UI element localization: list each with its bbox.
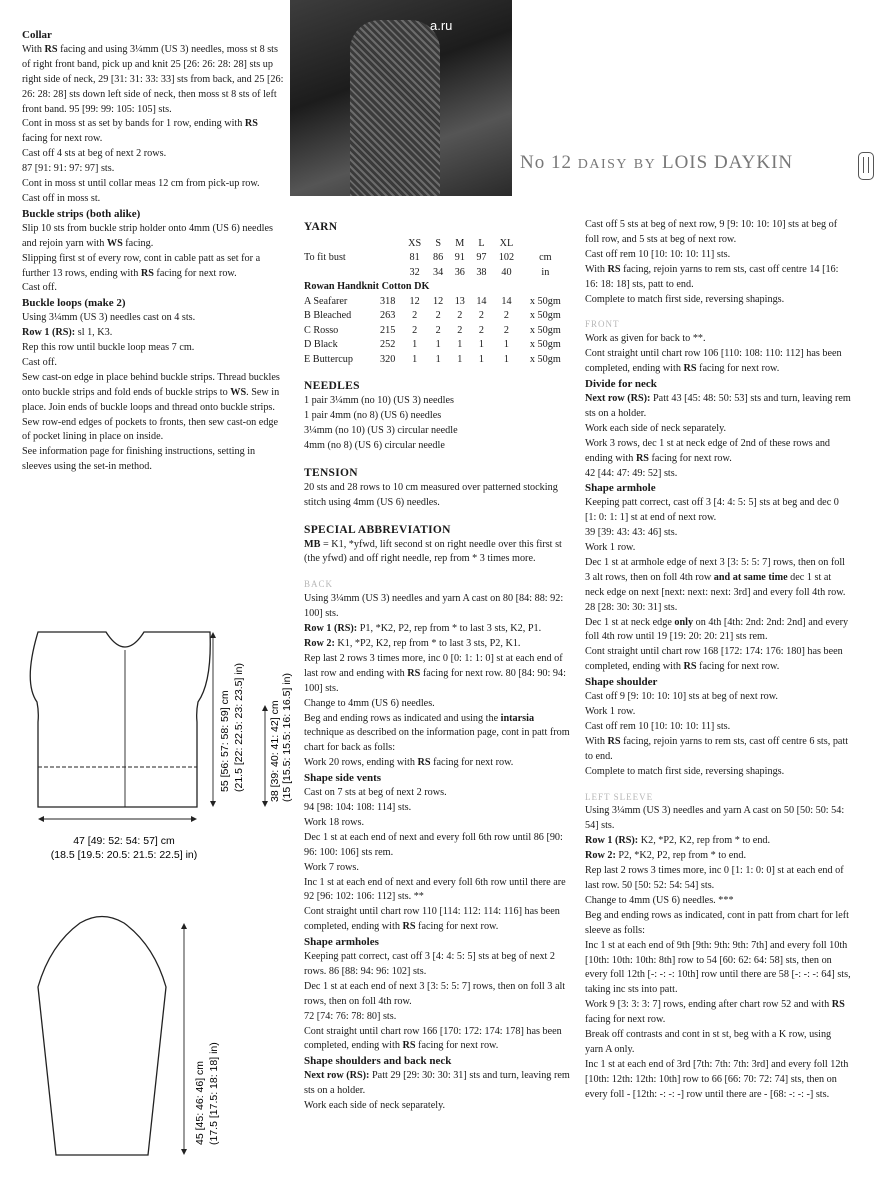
yarn-row bbox=[304, 338, 570, 353]
yarn-name: Rowan Handknit Cotton DK bbox=[304, 281, 430, 293]
needle-item: 4mm (no 8) (US 6) circular needle bbox=[304, 440, 445, 452]
instruction-text: Change to 4mm (US 6) needles. *** bbox=[585, 894, 734, 906]
yarn-cell: 2 bbox=[478, 310, 484, 322]
instruction-text: Cast off rem 10 [10: 10: 10: 11] sts. bbox=[585, 720, 731, 732]
column-middle bbox=[304, 220, 572, 1114]
yarn-row bbox=[304, 353, 570, 368]
yarn-row bbox=[304, 309, 570, 324]
instruction-text: Cast on 7 sts at beg of next 2 rows. bbox=[304, 787, 447, 799]
subheading: Buckle strips (both alike) bbox=[22, 207, 141, 220]
instruction-text: Work as given for back to **. bbox=[585, 333, 706, 345]
instruction-text: Cont straight until chart row 168 [172: 174: 176: 180] has been completed, ending with RS facing for next row. bbox=[585, 646, 843, 673]
subheading: Buckle loops (make 2) bbox=[22, 297, 126, 310]
front-instructions bbox=[585, 332, 851, 779]
in-unit: in bbox=[541, 266, 550, 278]
subheading: Shape armholes bbox=[304, 936, 379, 949]
yarn-cell: B Bleached bbox=[304, 310, 352, 322]
by-text: BY bbox=[633, 157, 657, 172]
yarn-cell: D Black bbox=[304, 339, 338, 351]
needles-heading: NEEDLES bbox=[304, 380, 360, 393]
side-length-in: (15 [15.5: 15.5: 16: 16.5] in) bbox=[281, 672, 293, 802]
yarn-cell: 1 bbox=[412, 339, 418, 351]
instruction-text: Using 3¼mm (US 3) needles and yarn A cast on 50 [50: 50: 54: 54] sts. bbox=[585, 805, 845, 832]
instruction-text: Rep last 2 rows 3 times more, inc 0 [0: 1: 1: 0] st at each end of last row and ending with RS facing for next row. 80 [84: 90: 94: 100] sts. bbox=[304, 652, 566, 694]
yarn-cell: 1 bbox=[457, 339, 463, 351]
bust-in: 40 bbox=[501, 266, 512, 278]
yarn-table bbox=[304, 237, 570, 368]
needle-item: 1 pair 4mm (no 8) (US 6) needles bbox=[304, 410, 442, 422]
sleeve-heading: LEFT SLEEVE bbox=[585, 791, 654, 802]
bust-in: 38 bbox=[476, 266, 487, 278]
instruction-text: Row 2: K1, *P2, K2, rep from * to last 3 sts, P2, K1. bbox=[304, 638, 521, 649]
instruction-text: Row 1 (RS): sl 1, K3. bbox=[22, 327, 113, 339]
page-tab-icon bbox=[858, 152, 874, 180]
body-outline bbox=[30, 632, 210, 807]
instruction-text: See information page for finishing instructions, setting in sleeves using the set-in method. bbox=[22, 446, 256, 473]
instruction-text: Cont in moss st as set by bands for 1 row, ending with RS facing for next row. bbox=[22, 118, 258, 145]
instruction-text: With RS facing, rejoin yarns to rem sts, cast off centre 6 sts, patt to end. bbox=[585, 735, 849, 762]
instruction-text: 28 [28: 30: 30: 31] sts. bbox=[585, 601, 678, 613]
cm-unit: cm bbox=[539, 252, 552, 264]
instruction-text: Slip 10 sts from buckle strip holder onto 4mm (US 6) needles and rejoin yarn with WS facing. bbox=[22, 222, 273, 249]
instruction-text: Slipping first st of every row, cont in cable patt as set for a further 13 rows, ending with RS facing for next row. bbox=[22, 252, 261, 279]
sleeve-outline bbox=[38, 917, 166, 1156]
instruction-text: Cast off 9 [9: 10: 10: 10] sts at beg of next row. bbox=[585, 691, 778, 703]
side-length-cm: 38 [39: 40: 41: 42] cm bbox=[269, 700, 281, 802]
instruction-text: Beg and ending rows as indicated and using the intarsia technique as described on the information page, cont in patt from chart for back as folls: bbox=[304, 712, 570, 754]
instruction-text: Inc 1 st at each end of next and every foll 6th row until there are 92 [96: 102: 106: 112] sts. ** bbox=[304, 876, 566, 903]
bust-cm: 81 bbox=[409, 252, 420, 264]
instruction-text: Dec 1 st at armhole edge of next 3 [3: 5: 5: 7] rows, then on foll 3 alt rows, then on foll 4th row and at same time dec 1 st at neck edge on next [next: next: next: 3rd] and every foll 4th row. bbox=[585, 556, 846, 598]
yarn-cell: 2 bbox=[412, 310, 418, 322]
yarn-row bbox=[304, 295, 570, 310]
yarn-cell: 14 bbox=[501, 295, 512, 307]
pattern-title bbox=[520, 152, 793, 174]
yarn-row bbox=[304, 324, 570, 339]
pattern-name: DAISY bbox=[577, 157, 629, 172]
author-name: LOIS DAYKIN bbox=[661, 152, 794, 173]
back-heading: BACK bbox=[304, 579, 334, 590]
instruction-text: Dec 1 st at each end of next 3 [3: 5: 5: 7] rows, then on foll 3 alt rows, then on foll 4th row. bbox=[304, 980, 566, 1007]
yarn-cell: 2 bbox=[412, 324, 418, 336]
size-label: XL bbox=[499, 237, 514, 249]
instruction-text: Dec 1 st at each end of next and every foll 6th row until 86 [90: 96: 100: 106] sts rem. bbox=[304, 831, 563, 858]
instruction-text: Cast off in moss st. bbox=[22, 192, 101, 204]
instruction-text: Inc 1 st at each end of 3rd [7th: 7th: 7th: 3rd] and every foll 12th [10th: 12th: 12th: 10th] row to 66 [66: 70: 72: 74] sts, then on every foll - [12th: -: -: -] row until there are - [68: -: -: -] sts. bbox=[585, 1058, 849, 1100]
yarn-cell: x 50gm bbox=[529, 295, 561, 307]
bust-cm-row bbox=[304, 251, 570, 266]
instruction-text: Rep this row until buckle loop meas 7 cm. bbox=[22, 342, 195, 354]
instruction-text: Work each side of neck separately. bbox=[585, 422, 727, 434]
instruction-text: Sew cast-on edge in place behind buckle strips. Thread buckles onto buckle strips and fold ends of buckle strips to WS. Sew in place. Join ends of buckle loops and thread onto buckle strips. Sew row-end edges of pockets to fronts, then sew cast-on edge of pocket lining in place on inside. bbox=[22, 371, 280, 443]
yarn-cell: 263 bbox=[380, 310, 396, 322]
instruction-text: Work each side of neck separately. bbox=[304, 1100, 446, 1112]
abbr-text: MB = K1, *yfwd, lift second st on right needle over this first st (the yfwd) and off right needle, rep from * 3 times more. bbox=[304, 538, 562, 565]
instruction-text: Using 3¼mm (US 3) needles and yarn A cast on 80 [84: 88: 92: 100] sts. bbox=[304, 593, 564, 620]
tension-heading: TENSION bbox=[304, 466, 358, 479]
yarn-cell: x 50gm bbox=[529, 339, 561, 351]
instruction-text: Inc 1 st at each end of 9th [9th: 9th: 9th: 7th] and every foll 10th [10th: 10th: 10th: 8th] row to 54 [60: 62: 64: 58] sts, then on every foll 12th [-: -: -: 10th] row until there are 58 [-: -: -: 64] sts, taking inc sts into patt. bbox=[585, 939, 851, 996]
sleeve-length-in: (17.5 [17.5: 18: 18] in) bbox=[208, 1042, 220, 1145]
sleeve-schematic bbox=[20, 905, 240, 1175]
instruction-text: Keeping patt correct, cast off 3 [4: 4: 5: 5] sts at beg of next 2 rows. 86 [88: 94: 96: 102] sts. bbox=[304, 951, 556, 977]
body-width-cm: 47 [49: 52: 54: 57] cm bbox=[73, 835, 175, 847]
yarn-cell: 14 bbox=[476, 295, 487, 307]
back-instructions bbox=[304, 592, 572, 1114]
yarn-cell: x 50gm bbox=[529, 353, 561, 365]
garment-image bbox=[350, 20, 440, 196]
yarn-cell: 2 bbox=[478, 324, 484, 336]
instruction-text: 42 [44: 47: 49: 52] sts. bbox=[585, 467, 678, 479]
yarn-cell: 12 bbox=[409, 295, 420, 307]
yarn-cell: 1 bbox=[412, 353, 418, 365]
instruction-text: Cont straight until chart row 106 [110: 108: 110: 112] has been completed, ending with RS facing for next row. bbox=[585, 348, 842, 375]
subheading: Shape side vents bbox=[304, 772, 382, 785]
instruction-text: Next row (RS): Patt 29 [29: 30: 30: 31] sts and turn, leaving rem sts on a holder. bbox=[304, 1070, 570, 1097]
instruction-text: Cast off. bbox=[22, 356, 57, 368]
sizes-row bbox=[304, 237, 570, 252]
instruction-text: Cont straight until chart row 166 [170: 172: 174: 178] has been completed, ending with RS facing for next row. bbox=[304, 1025, 562, 1052]
instruction-text: Row 1 (RS): K2, *P2, K2, rep from * to end. bbox=[585, 835, 771, 847]
pattern-photo bbox=[290, 0, 512, 196]
tension-text: 20 sts and 28 rows to 10 cm measured over patterned stocking stitch using 4mm (US 6) needles. bbox=[304, 481, 558, 508]
bust-cm: 91 bbox=[454, 252, 465, 264]
instruction-text: Work 1 row. bbox=[585, 706, 636, 717]
size-label: S bbox=[435, 237, 441, 249]
instruction-text: Work 7 rows. bbox=[304, 861, 359, 873]
instruction-text: Complete to match first side, reversing shapings. bbox=[585, 765, 785, 777]
instruction-text: Cont straight until chart row 110 [114: 112: 114: 116] has been completed, ending with RS facing for next row. bbox=[304, 906, 560, 933]
abbr-heading: SPECIAL ABBREVIATION bbox=[304, 523, 451, 536]
yarn-cell: E Buttercup bbox=[304, 353, 353, 365]
instruction-text: Work 9 [3: 3: 3: 7] rows, ending after chart row 52 and with RS facing for next row. bbox=[585, 999, 845, 1026]
yarn-cell: 13 bbox=[454, 295, 465, 307]
yarn-cell: 320 bbox=[380, 353, 396, 365]
instruction-text: Cast off 4 sts at beg of next 2 rows. bbox=[22, 148, 167, 160]
instruction-text: Rep last 2 rows 3 times more, inc 0 [1: 1: 0: 0] st at each end of last row. 50 [50: 52: 54: 54] sts. bbox=[585, 865, 844, 891]
subheading: Divide for neck bbox=[585, 378, 657, 391]
instruction-text: Next row (RS): Patt 43 [45: 48: 50: 53] sts and turn, leaving rem sts on a holder. bbox=[585, 392, 851, 419]
yarn-cell: 252 bbox=[380, 339, 396, 351]
needles-list bbox=[304, 394, 572, 454]
bust-cm: 102 bbox=[498, 252, 515, 264]
instruction-text: Keeping patt correct, cast off 3 [4: 4: 5: 5] sts at beg and dec 0 [1: 0: 1: 1] st at end of next row. bbox=[585, 497, 839, 524]
body-length-cm: 55 [56: 57: 58: 59] cm bbox=[219, 690, 231, 792]
yarn-cell: A Seafarer bbox=[304, 295, 348, 307]
instruction-text: Using 3¼mm (US 3) needles cast on 4 sts. bbox=[22, 312, 196, 324]
instruction-text: 72 [74: 76: 78: 80] sts. bbox=[304, 1010, 397, 1022]
yarn-cell: 318 bbox=[380, 295, 396, 307]
instruction-text: 87 [91: 91: 97: 97] sts. bbox=[22, 163, 115, 175]
instruction-text: Break off contrasts and cont in st st, beg with a K row, using yarn A only. bbox=[585, 1029, 832, 1055]
body-schematic bbox=[20, 622, 293, 872]
instruction-text: 94 [98: 104: 108: 114] sts. bbox=[304, 801, 412, 813]
yarn-cell: 1 bbox=[435, 353, 441, 365]
yarn-cell: 1 bbox=[503, 339, 510, 351]
yarn-name-row bbox=[304, 280, 570, 295]
pattern-number: No 12 bbox=[520, 152, 572, 173]
instruction-text: Complete to match first side, reversing shapings. bbox=[585, 293, 785, 305]
back-neck-continued bbox=[585, 218, 851, 307]
needle-item: 1 pair 3¼mm (no 10) (US 3) needles bbox=[304, 395, 454, 407]
instruction-text: Work 3 rows, dec 1 st at neck edge of 2nd of these rows and ending with RS facing for next row. bbox=[585, 437, 831, 464]
column-left bbox=[22, 28, 284, 475]
yarn-cell: 1 bbox=[435, 339, 441, 351]
subheading: Collar bbox=[22, 29, 52, 41]
bust-in: 32 bbox=[409, 266, 420, 278]
front-heading: FRONT bbox=[585, 319, 620, 330]
yarn-cell: C Rosso bbox=[304, 324, 339, 336]
instruction-text: Work 18 rows. bbox=[304, 816, 365, 828]
instruction-text: Cast off 5 sts at beg of next row, 9 [9: 10: 10: 10] sts at beg of foll row, and 5 sts at beg of next row. bbox=[585, 219, 838, 245]
yarn-cell: 1 bbox=[478, 353, 484, 365]
yarn-cell: 2 bbox=[457, 324, 463, 336]
instruction-text: Cont in moss st until collar meas 12 cm from pick-up row. bbox=[22, 178, 260, 190]
yarn-cell: 2 bbox=[435, 310, 441, 322]
column-right bbox=[585, 218, 851, 1103]
instruction-text: Row 2: P2, *K2, P2, rep from * to end. bbox=[585, 850, 747, 862]
instruction-text: 39 [39: 43: 43: 46] sts. bbox=[585, 527, 678, 539]
needle-item: 3¼mm (no 10) (US 3) circular needle bbox=[304, 425, 458, 437]
yarn-cell: 215 bbox=[380, 324, 396, 336]
yarn-cell: 1 bbox=[503, 353, 510, 365]
size-label: XS bbox=[408, 237, 422, 249]
yarn-cell: 2 bbox=[457, 310, 463, 322]
bust-in-row bbox=[304, 266, 570, 281]
yarn-cell: x 50gm bbox=[529, 324, 561, 336]
instruction-text: Dec 1 st at neck edge only on 4th [4th: 2nd: 2nd: 2nd] and every foll 4th row until 19 [19: 20: 20: 21] sts rem. bbox=[585, 616, 849, 643]
to-fit-label: To fit bust bbox=[304, 252, 346, 264]
instruction-text: Row 1 (RS): P1, *K2, P2, rep from * to last 3 sts, K2, P1. bbox=[304, 623, 542, 635]
instruction-text: Cast off rem 10 [10: 10: 10: 11] sts. bbox=[585, 248, 731, 260]
subheading: Shape shoulders and back neck bbox=[304, 1055, 452, 1068]
yarn-cell: 2 bbox=[503, 310, 510, 322]
instruction-text: With RS facing and using 3¼mm (US 3) needles, moss st 8 sts of right front band, pick up and knit 25 [26: 26: 28: 28] sts up right side of neck, 29 [31: 31: 33: 33] sts from back, and 25 [26: 26: 28: 28] sts down left side of neck, then moss st 8 sts of left front band. 95 [99: 99: 105: 105] sts. bbox=[22, 43, 284, 115]
instruction-text: With RS facing, rejoin yarns to rem sts, cast off centre 14 [16: 16: 18: 18] sts, patt to end. bbox=[585, 263, 839, 290]
yarn-cell: 1 bbox=[457, 353, 463, 365]
size-label: L bbox=[478, 237, 485, 249]
instruction-text: Change to 4mm (US 6) needles. bbox=[304, 697, 435, 709]
body-length-in: (21.5 [22: 22.5: 23: 23.5] in) bbox=[233, 662, 245, 792]
sleeve-instructions bbox=[585, 804, 851, 1102]
sleeve-length-cm: 45 [45: 46: 46] cm bbox=[194, 1060, 206, 1145]
instruction-text: Work 1 row. bbox=[585, 542, 636, 554]
yarn-cell: 2 bbox=[503, 324, 510, 336]
yarn-cell: x 50gm bbox=[529, 310, 561, 322]
yarn-cell: 2 bbox=[435, 324, 441, 336]
instruction-text: Cast off. bbox=[22, 282, 57, 294]
subheading: Shape shoulder bbox=[585, 676, 658, 689]
bust-cm: 97 bbox=[476, 252, 487, 264]
yarn-heading: YARN bbox=[304, 221, 338, 233]
bust-in: 34 bbox=[433, 266, 444, 278]
yarn-cell: 12 bbox=[433, 295, 444, 307]
bust-cm: 86 bbox=[433, 252, 444, 264]
size-label: M bbox=[455, 237, 465, 249]
subheading: Shape armhole bbox=[585, 482, 656, 495]
bust-in: 36 bbox=[454, 266, 465, 278]
watermark: a.ru bbox=[430, 18, 453, 33]
yarn-cell: 1 bbox=[478, 339, 484, 351]
body-width-in: (18.5 [19.5: 20.5: 21.5: 22.5] in) bbox=[50, 849, 198, 861]
instruction-text: Beg and ending rows as indicated, cont in patt from chart for left sleeve as folls: bbox=[585, 909, 849, 936]
instruction-text: Work 20 rows, ending with RS facing for next row. bbox=[304, 757, 514, 769]
